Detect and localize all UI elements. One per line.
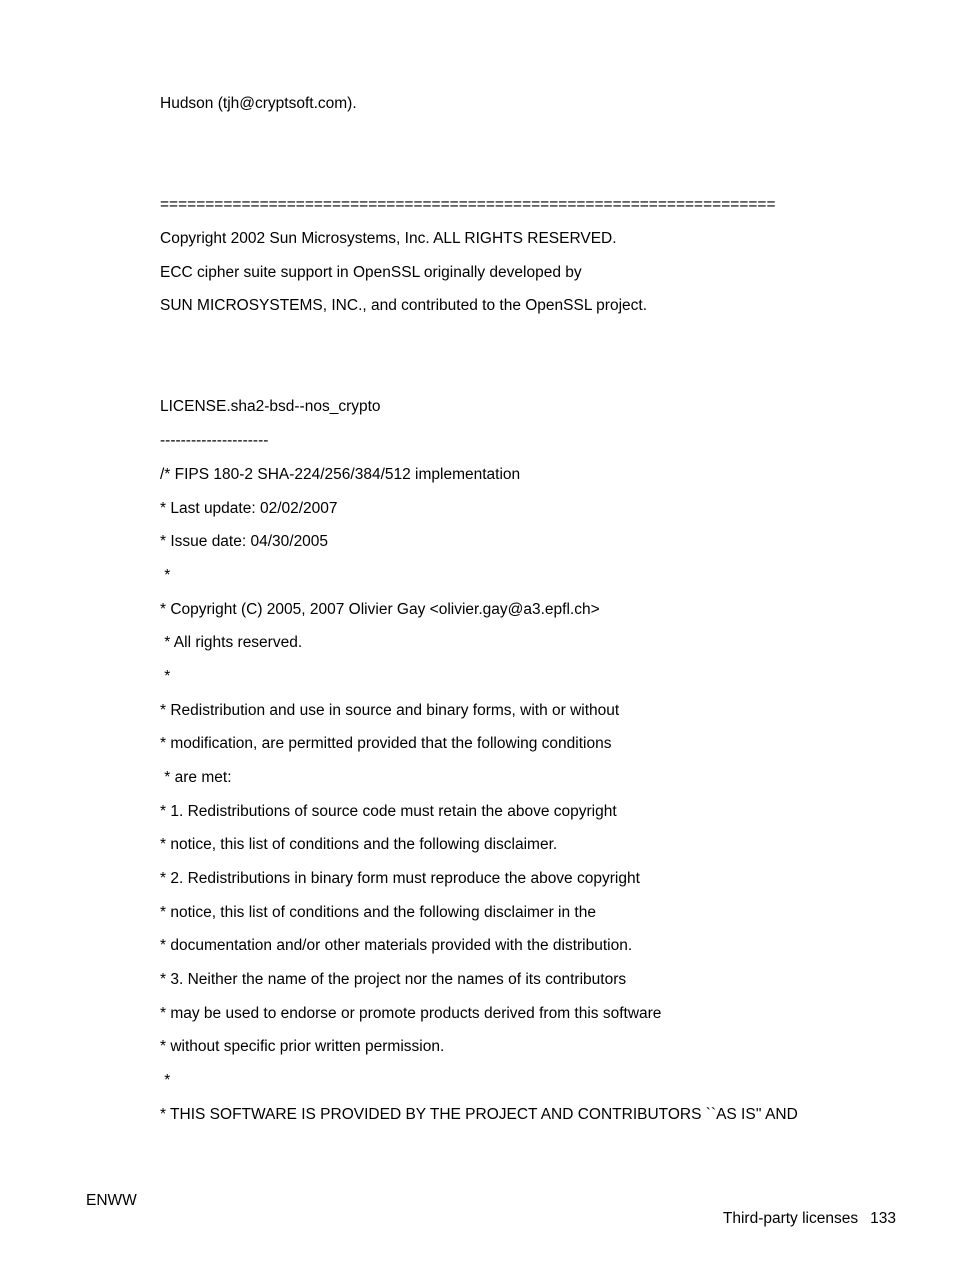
text-line: * Issue date: 04/30/2005 (160, 533, 329, 550)
license-heading: LICENSE.sha2-bsd--nos_crypto (160, 398, 381, 415)
text-line: * (160, 567, 171, 584)
text-line: * 3. Neither the name of the project nor the names of its contributors (160, 971, 627, 988)
page-number: 133 (870, 1210, 896, 1227)
text-line: /* FIPS 180-2 SHA-224/256/384/512 implementation (160, 466, 521, 483)
text-line: * Copyright (C) 2005, 2007 Olivier Gay <olivier.gay@a3.epfl.ch> (160, 601, 600, 618)
text-line: * (160, 668, 171, 685)
text-line: * THIS SOFTWARE IS PROVIDED BY THE PROJECT AND CONTRIBUTORS ``AS IS'' AND (160, 1106, 798, 1123)
text-line: Hudson (tjh@cryptsoft.com). (160, 95, 357, 112)
text-line: SUN MICROSYSTEMS, INC., and contributed to the OpenSSL project. (160, 297, 648, 314)
text-line: ECC cipher suite support in OpenSSL originally developed by (160, 264, 582, 281)
text-line: * may be used to endorse or promote products derived from this software (160, 1005, 662, 1022)
text-line: * 1. Redistributions of source code must retain the above copyright (160, 803, 617, 820)
footer-section (706, 1192, 896, 1246)
text-line: * without specific prior written permission. (160, 1038, 445, 1055)
text-line: * Redistribution and use in source and binary forms, with or without (160, 702, 620, 719)
text-line: * (160, 1072, 171, 1089)
text-line: * modification, are permitted provided that the following conditions (160, 735, 612, 752)
text-line: * notice, this list of conditions and the following disclaimer in the (160, 904, 596, 921)
separator-line: --------------------- (160, 432, 269, 449)
text-line: * Last update: 02/02/2007 (160, 500, 338, 517)
text-line: * are met: (160, 769, 232, 786)
footer-section-title: Third-party licenses (722, 1210, 859, 1227)
footer-label: ENWW (86, 1192, 137, 1209)
text-line: * All rights reserved. (160, 634, 303, 651)
text-line: * 2. Redistributions in binary form must reproduce the above copyright (160, 870, 640, 887)
text-line: Copyright 2002 Sun Microsystems, Inc. ALL RIGHTS RESERVED. (160, 230, 617, 247)
separator-line: ==================================================================== (160, 196, 776, 213)
text-line: * documentation and/or other materials provided with the distribution. (160, 937, 633, 954)
text-line: * notice, this list of conditions and the following disclaimer. (160, 836, 558, 853)
